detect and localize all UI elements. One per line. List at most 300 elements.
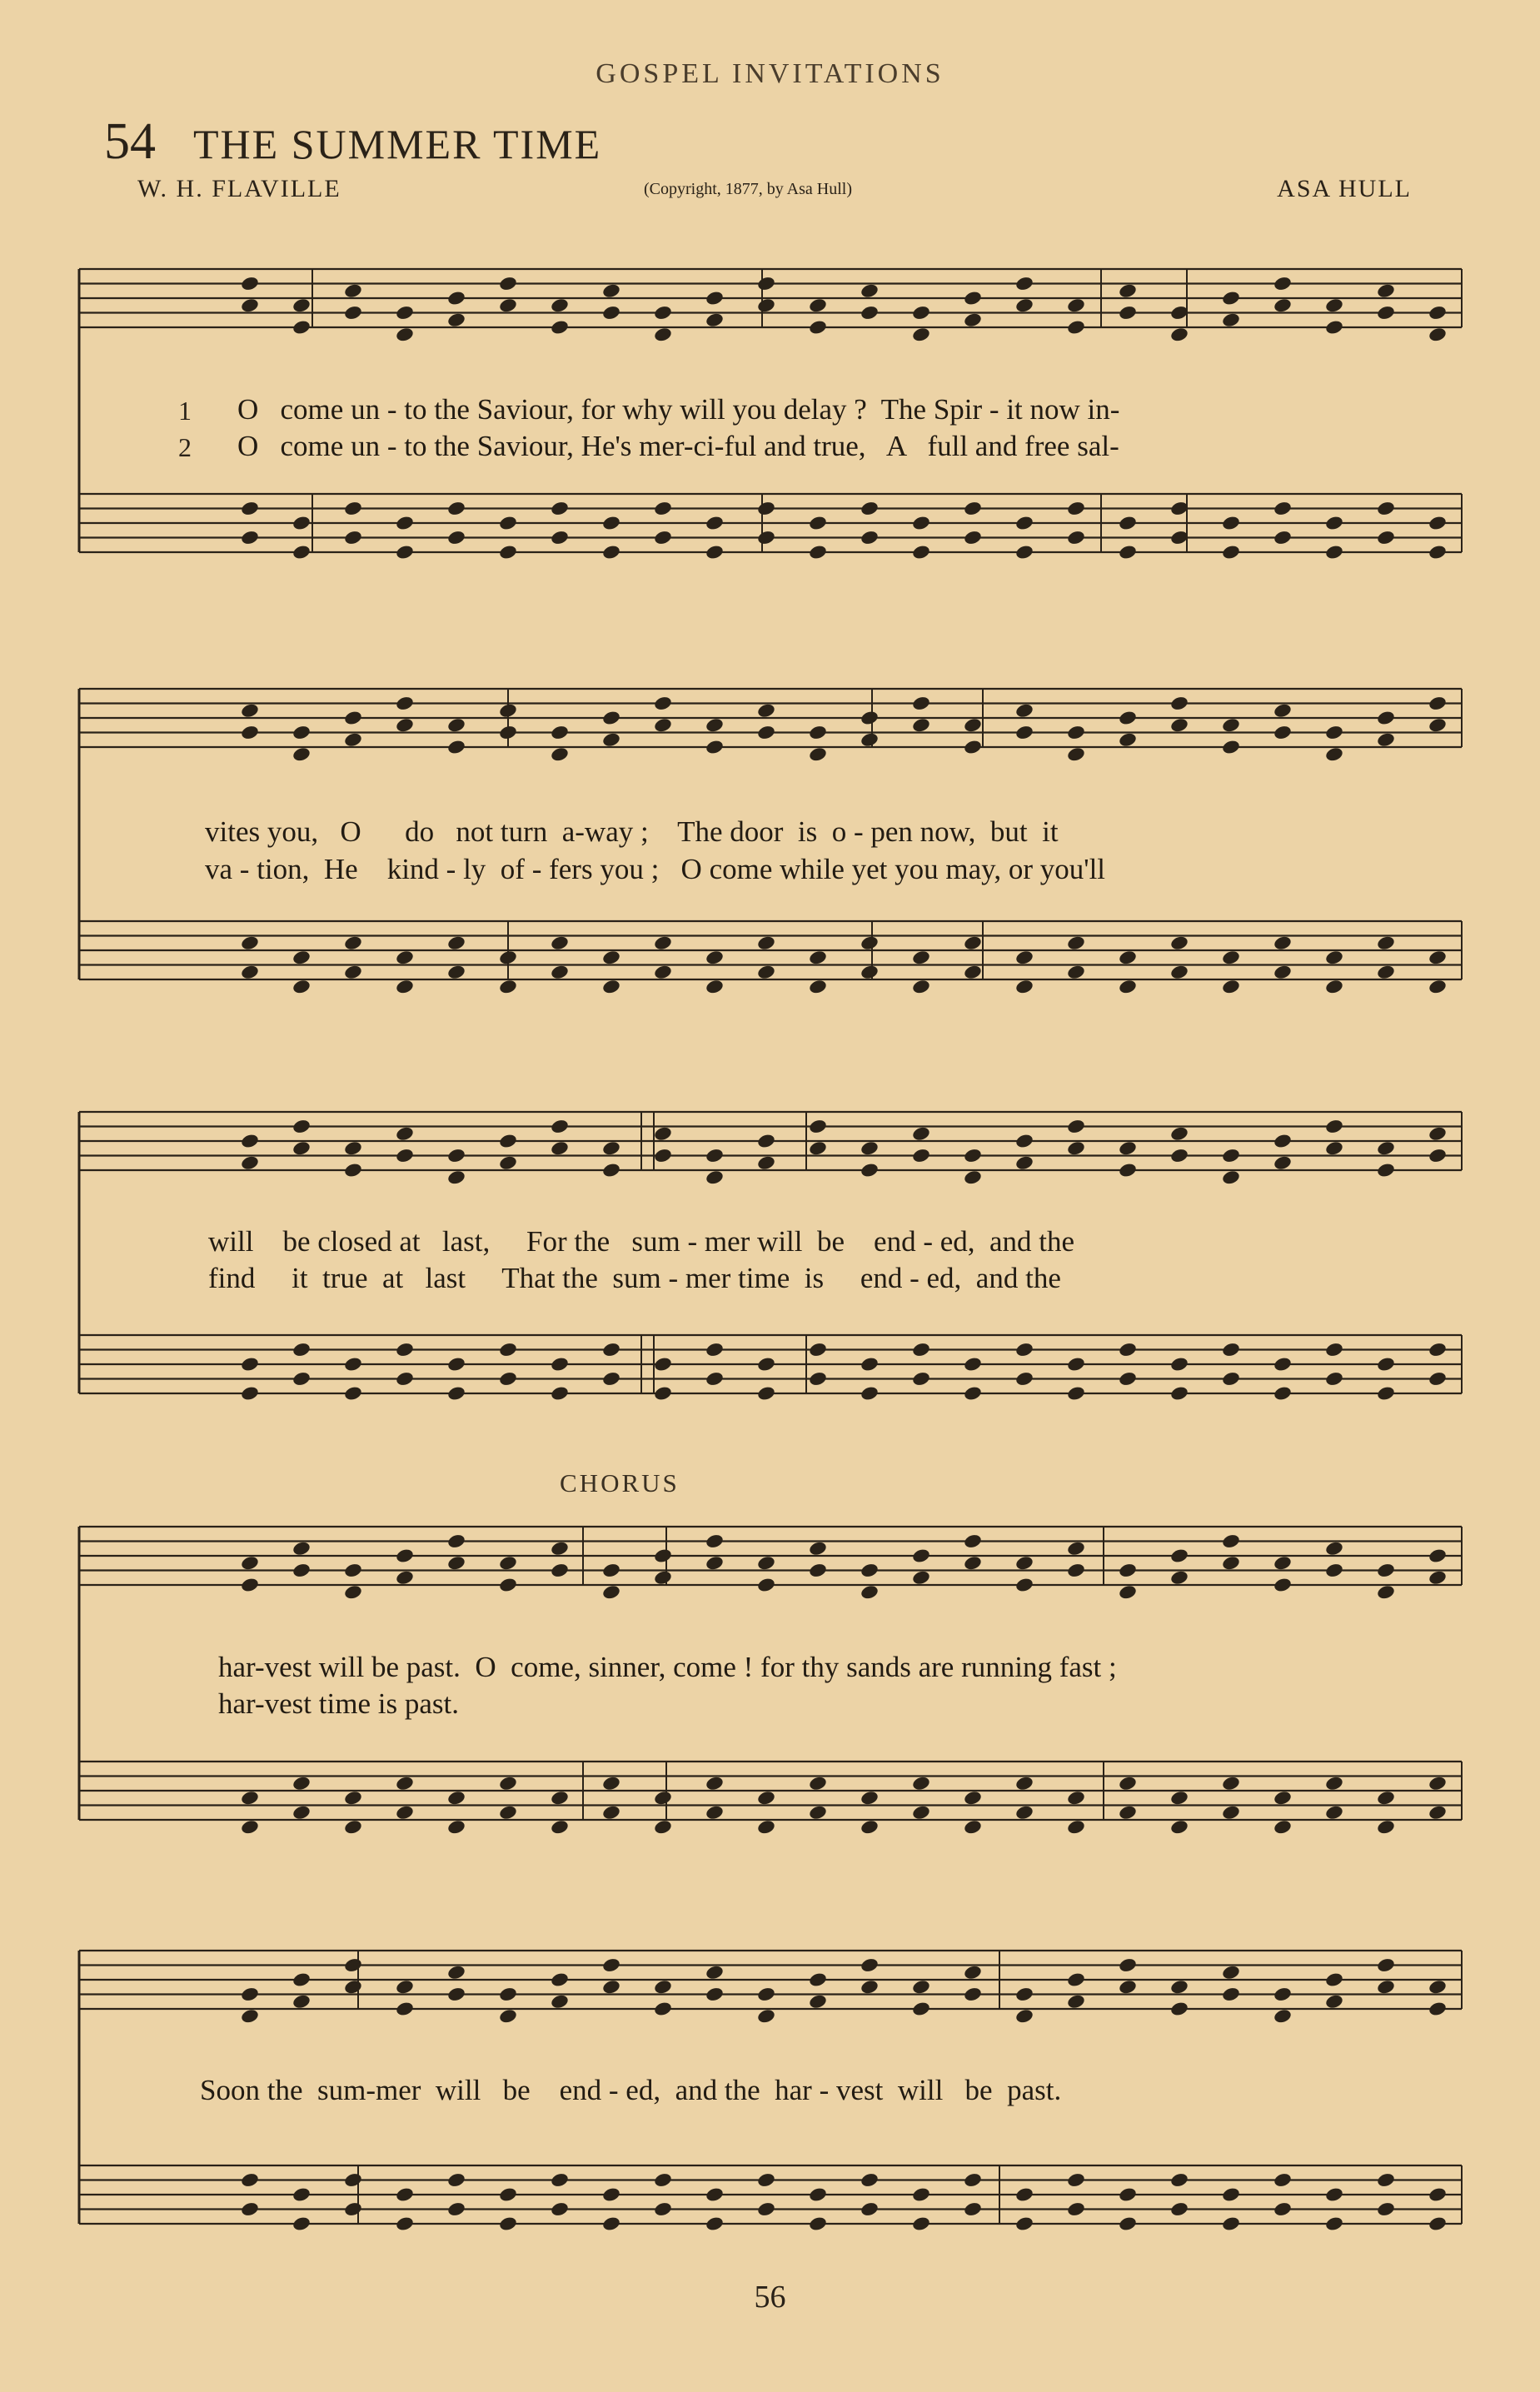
note-head <box>653 305 673 321</box>
note-head <box>808 1371 828 1388</box>
hymn-title: THE SUMMER TIME <box>193 121 602 167</box>
note-head <box>240 702 260 719</box>
note-head <box>860 1979 880 1996</box>
note-head <box>1221 1555 1241 1572</box>
note-head <box>1014 2186 1034 2203</box>
note-head <box>1324 1371 1344 1388</box>
note-head <box>1428 695 1448 712</box>
note-head <box>446 1790 466 1806</box>
note-head <box>1273 934 1293 951</box>
hymn-number: 54 <box>104 113 156 170</box>
note-head <box>1428 305 1448 321</box>
note-head <box>860 1162 880 1179</box>
note-head <box>446 717 466 734</box>
note-head <box>1324 725 1344 741</box>
note-head <box>395 515 415 531</box>
lyricist-credit: W. H. FLAVILLE <box>137 175 341 202</box>
note-head <box>911 1804 931 1821</box>
note-head <box>550 501 570 517</box>
note-head <box>1221 979 1241 995</box>
note-head <box>1221 1775 1241 1792</box>
note-head <box>963 1148 983 1164</box>
note-head <box>911 1569 931 1586</box>
note-head <box>1066 530 1086 546</box>
note-head <box>1273 1790 1293 1806</box>
note-head <box>911 544 931 561</box>
copyright-notice: (Copyright, 1877, by Asa Hull) <box>644 180 852 198</box>
note-head <box>860 501 880 517</box>
note-head <box>240 1819 260 1836</box>
lyric-line: vites you, O do not turn a-way ; The door is o - pen now, but it <box>205 815 1059 848</box>
note-head <box>550 530 570 546</box>
note-head <box>601 1584 621 1601</box>
note-head <box>1169 1148 1189 1164</box>
note-head <box>705 2186 725 2203</box>
note-head <box>601 1371 621 1388</box>
note-head <box>1324 1140 1344 1157</box>
note-head <box>1014 1986 1034 2003</box>
note-head <box>860 2172 880 2189</box>
note-head <box>1169 1790 1189 1806</box>
note-head <box>1066 746 1086 763</box>
note-head <box>1169 1979 1189 1996</box>
note-head <box>1376 2172 1396 2189</box>
note-head <box>1118 1979 1138 1996</box>
note-head <box>1169 326 1189 343</box>
note-head <box>860 530 880 546</box>
note-head <box>240 1790 260 1806</box>
note-head <box>1221 1804 1241 1821</box>
note-head <box>601 1775 621 1792</box>
note-head <box>808 746 828 763</box>
note-head <box>1376 1356 1396 1373</box>
note-head <box>1221 544 1241 561</box>
note-head <box>1014 949 1034 966</box>
note-head <box>292 1140 311 1157</box>
note-head <box>1324 746 1344 763</box>
note-head <box>653 501 673 517</box>
note-head <box>343 964 363 980</box>
note-head <box>1324 949 1344 966</box>
note-head <box>756 964 776 980</box>
note-head <box>395 695 415 712</box>
note-head <box>1428 979 1448 995</box>
note-head <box>395 1569 415 1586</box>
note-head <box>1428 1125 1448 1142</box>
note-head <box>808 1804 828 1821</box>
note-head <box>963 1533 983 1550</box>
note-head <box>292 2215 311 2232</box>
note-head <box>1118 282 1138 299</box>
note-head <box>1066 934 1086 951</box>
note-head <box>963 311 983 328</box>
note-head <box>1324 2186 1344 2203</box>
note-head <box>292 1971 311 1988</box>
note-head <box>756 501 776 517</box>
note-head <box>860 305 880 321</box>
note-head <box>911 515 931 531</box>
note-head <box>705 1775 725 1792</box>
note-head <box>1169 2172 1189 2189</box>
note-head <box>1273 276 1293 292</box>
composer-credit: ASA HULL <box>1277 175 1412 202</box>
note-head <box>240 2172 260 2189</box>
note-head <box>498 725 518 741</box>
note-head <box>808 1971 828 1988</box>
note-head <box>1273 1385 1293 1402</box>
note-head <box>1273 501 1293 517</box>
note-head <box>343 282 363 299</box>
note-head <box>911 326 931 343</box>
note-head <box>1428 949 1448 966</box>
note-head <box>446 1964 466 1981</box>
note-head <box>1169 2201 1189 2218</box>
note-head <box>395 1979 415 1996</box>
note-head <box>1273 1133 1293 1149</box>
note-head <box>756 297 776 314</box>
note-head <box>911 2215 931 2232</box>
lyric-line: har-vest time is past. <box>218 1687 459 1720</box>
note-head <box>395 1804 415 1821</box>
note-head <box>860 1140 880 1157</box>
note-head <box>446 934 466 951</box>
note-head <box>1428 1804 1448 1821</box>
note-head <box>240 2201 260 2218</box>
note-head <box>1066 1790 1086 1806</box>
note-head <box>808 725 828 741</box>
note-head <box>292 949 311 966</box>
note-head <box>1169 717 1189 734</box>
note-head <box>911 1979 931 1996</box>
note-head <box>705 2215 725 2232</box>
note-head <box>1118 949 1138 966</box>
note-head <box>653 326 673 343</box>
note-head <box>1066 1385 1086 1402</box>
lyric-line: Soon the sum-mer will be end - ed, and the har - vest will be past. <box>200 2074 1062 2106</box>
note-head <box>808 1993 828 2010</box>
note-head <box>1428 1979 1448 1996</box>
note-head <box>1324 515 1344 531</box>
note-head <box>1324 1804 1344 1821</box>
note-head <box>653 1979 673 1996</box>
note-head <box>1221 1986 1241 2003</box>
note-head <box>1066 297 1086 314</box>
note-head <box>808 319 828 336</box>
note-head <box>240 1154 260 1171</box>
note-head <box>1428 544 1448 561</box>
note-head <box>550 1819 570 1836</box>
note-head <box>1376 1385 1396 1402</box>
chorus-label: CHORUS <box>560 1468 680 1497</box>
note-head <box>240 530 260 546</box>
note-head <box>963 501 983 517</box>
note-head <box>1014 2215 1034 2232</box>
note-head <box>1118 1371 1138 1388</box>
note-head <box>1324 1775 1344 1792</box>
note-head <box>1118 1162 1138 1179</box>
note-head <box>1376 530 1396 546</box>
note-head <box>653 1569 673 1586</box>
note-head <box>446 311 466 328</box>
note-head <box>1273 530 1293 546</box>
note-head <box>860 964 880 980</box>
note-head <box>395 1371 415 1388</box>
note-head <box>292 725 311 741</box>
note-head <box>1221 2186 1241 2203</box>
note-head <box>653 695 673 712</box>
note-head <box>1376 731 1396 748</box>
note-head <box>756 2172 776 2189</box>
note-head <box>601 1804 621 1821</box>
note-head <box>705 1169 725 1186</box>
note-head <box>653 717 673 734</box>
note-head <box>963 739 983 755</box>
note-head <box>498 1577 518 1593</box>
note-head <box>498 515 518 531</box>
note-head <box>653 530 673 546</box>
note-head <box>1169 1569 1189 1586</box>
note-head <box>498 949 518 966</box>
note-head <box>1118 1584 1138 1601</box>
note-head <box>756 1577 776 1593</box>
note-head <box>808 979 828 995</box>
note-head <box>601 515 621 531</box>
note-head <box>1428 1148 1448 1164</box>
note-head <box>1428 1547 1448 1564</box>
note-head <box>343 1162 363 1179</box>
note-head <box>601 544 621 561</box>
note-head <box>808 1540 828 1557</box>
note-head <box>395 979 415 995</box>
note-head <box>292 544 311 561</box>
note-head <box>963 1986 983 2003</box>
note-head <box>240 297 260 314</box>
note-head <box>1118 1957 1138 1974</box>
note-head <box>395 1547 415 1564</box>
note-head <box>1324 1562 1344 1579</box>
note-head <box>550 1119 570 1135</box>
note-head <box>601 979 621 995</box>
note-head <box>1066 964 1086 980</box>
note-head <box>756 276 776 292</box>
note-head <box>1376 1162 1396 1179</box>
note-head <box>601 949 621 966</box>
note-head <box>292 1371 311 1388</box>
note-head <box>963 964 983 980</box>
note-head <box>1221 311 1241 328</box>
note-head <box>1273 1154 1293 1171</box>
note-head <box>756 2008 776 2025</box>
note-head <box>550 934 570 951</box>
note-head <box>1066 2172 1086 2189</box>
lyric-line: va - tion, He kind - ly of - fers you ; O come while yet you may, or you'll <box>205 853 1106 885</box>
note-head <box>705 1986 725 2003</box>
note-head <box>240 1986 260 2003</box>
note-head <box>1324 979 1344 995</box>
note-head <box>653 2201 673 2218</box>
note-head <box>446 501 466 517</box>
note-head <box>963 934 983 951</box>
lyric-line: O come un - to the Saviour, for why will you delay ? The Spir - it now in- <box>237 393 1120 426</box>
note-head <box>550 1140 570 1157</box>
note-head <box>292 1775 311 1792</box>
verse-number: 2 <box>178 432 192 462</box>
note-head <box>292 2186 311 2203</box>
note-head <box>1118 1562 1138 1579</box>
note-head <box>550 1993 570 2010</box>
note-head <box>1221 1148 1241 1164</box>
note-head <box>911 1342 931 1358</box>
note-head <box>860 1562 880 1579</box>
note-head <box>1169 2001 1189 2017</box>
note-head <box>550 1562 570 1579</box>
note-head <box>343 305 363 321</box>
note-head <box>1221 1169 1241 1186</box>
note-head <box>705 544 725 561</box>
note-head <box>498 979 518 995</box>
note-head <box>1014 979 1034 995</box>
note-head <box>446 1169 466 1186</box>
note-head <box>343 1819 363 1836</box>
note-head <box>601 1140 621 1157</box>
note-head <box>550 1385 570 1402</box>
note-head <box>1014 515 1034 531</box>
note-head <box>653 1790 673 1806</box>
note-head <box>653 1385 673 1402</box>
note-head <box>860 1584 880 1601</box>
note-head <box>498 2186 518 2203</box>
note-head <box>808 1562 828 1579</box>
note-head <box>550 1971 570 1988</box>
note-head <box>1014 1555 1034 1572</box>
note-head <box>1066 1140 1086 1157</box>
verse-number: 1 <box>178 396 192 426</box>
note-head <box>1428 2186 1448 2203</box>
note-head <box>1118 544 1138 561</box>
note-head <box>292 515 311 531</box>
note-head <box>550 2172 570 2189</box>
note-head <box>498 1986 518 2003</box>
lyric-line: find it true at last That the sum - mer time is end - ed, and the <box>208 1262 1061 1294</box>
note-head <box>1014 1804 1034 1821</box>
note-head <box>498 1154 518 1171</box>
note-head <box>1014 1577 1034 1593</box>
note-head <box>1376 1584 1396 1601</box>
note-head <box>911 1775 931 1792</box>
note-head <box>395 949 415 966</box>
note-head <box>395 717 415 734</box>
note-head <box>1066 1540 1086 1557</box>
note-head <box>240 276 260 292</box>
note-head <box>911 695 931 712</box>
note-head <box>1169 1547 1189 1564</box>
note-head <box>550 319 570 336</box>
note-head <box>756 530 776 546</box>
note-head <box>343 2201 363 2218</box>
note-head <box>1066 1356 1086 1373</box>
note-head <box>1376 1957 1396 1974</box>
note-head <box>705 979 725 995</box>
note-head <box>395 1342 415 1358</box>
note-head <box>963 717 983 734</box>
note-head <box>911 1148 931 1164</box>
note-head <box>240 1133 260 1149</box>
note-head <box>446 1555 466 1572</box>
note-head <box>1273 2172 1293 2189</box>
note-head <box>343 710 363 726</box>
note-head <box>1376 1562 1396 1579</box>
note-head <box>550 964 570 980</box>
note-head <box>1118 710 1138 726</box>
note-head <box>1324 319 1344 336</box>
note-head <box>1221 717 1241 734</box>
note-head <box>446 1356 466 1373</box>
note-head <box>446 1148 466 1164</box>
note-head <box>292 1562 311 1579</box>
note-head <box>601 2186 621 2203</box>
note-head <box>240 725 260 741</box>
note-head <box>911 717 931 734</box>
note-head <box>1169 1125 1189 1142</box>
note-head <box>601 305 621 321</box>
note-head <box>446 290 466 306</box>
note-head <box>343 1584 363 1601</box>
note-head <box>653 964 673 980</box>
note-head <box>963 1356 983 1373</box>
note-head <box>498 2008 518 2025</box>
note-head <box>292 319 311 336</box>
note-head <box>1066 1993 1086 2010</box>
note-head <box>860 1957 880 1974</box>
note-head <box>1118 1342 1138 1358</box>
note-head <box>963 290 983 306</box>
note-head <box>963 530 983 546</box>
note-head <box>395 1125 415 1142</box>
note-head <box>240 2008 260 2025</box>
note-head <box>395 2215 415 2232</box>
note-head <box>1066 1819 1086 1836</box>
note-head <box>1376 1140 1396 1157</box>
note-head <box>1118 1140 1138 1157</box>
note-head <box>395 544 415 561</box>
lyric-line: O come un - to the Saviour, He's mer-ci-ful and true, A full and free sal- <box>237 430 1119 462</box>
note-head <box>240 934 260 951</box>
note-head <box>756 1154 776 1171</box>
note-head <box>808 2215 828 2232</box>
note-head <box>1118 979 1138 995</box>
note-head <box>1273 964 1293 980</box>
note-head <box>1014 725 1034 741</box>
note-head <box>498 1133 518 1149</box>
note-head <box>1273 1986 1293 2003</box>
note-head <box>292 1993 311 2010</box>
note-head <box>1169 1385 1189 1402</box>
note-head <box>1273 297 1293 314</box>
note-head <box>705 1964 725 1981</box>
note-head <box>343 1140 363 1157</box>
note-head <box>343 731 363 748</box>
note-head <box>705 739 725 755</box>
note-head <box>292 979 311 995</box>
note-head <box>705 717 725 734</box>
note-head <box>1376 2201 1396 2218</box>
note-head <box>240 1385 260 1402</box>
lyric-line: har-vest will be past. O come, sinner, come ! for thy sands are running fast ; <box>218 1651 1117 1683</box>
note-head <box>860 282 880 299</box>
note-head <box>1428 1371 1448 1388</box>
note-head <box>1014 1154 1034 1171</box>
note-head <box>963 2201 983 2218</box>
